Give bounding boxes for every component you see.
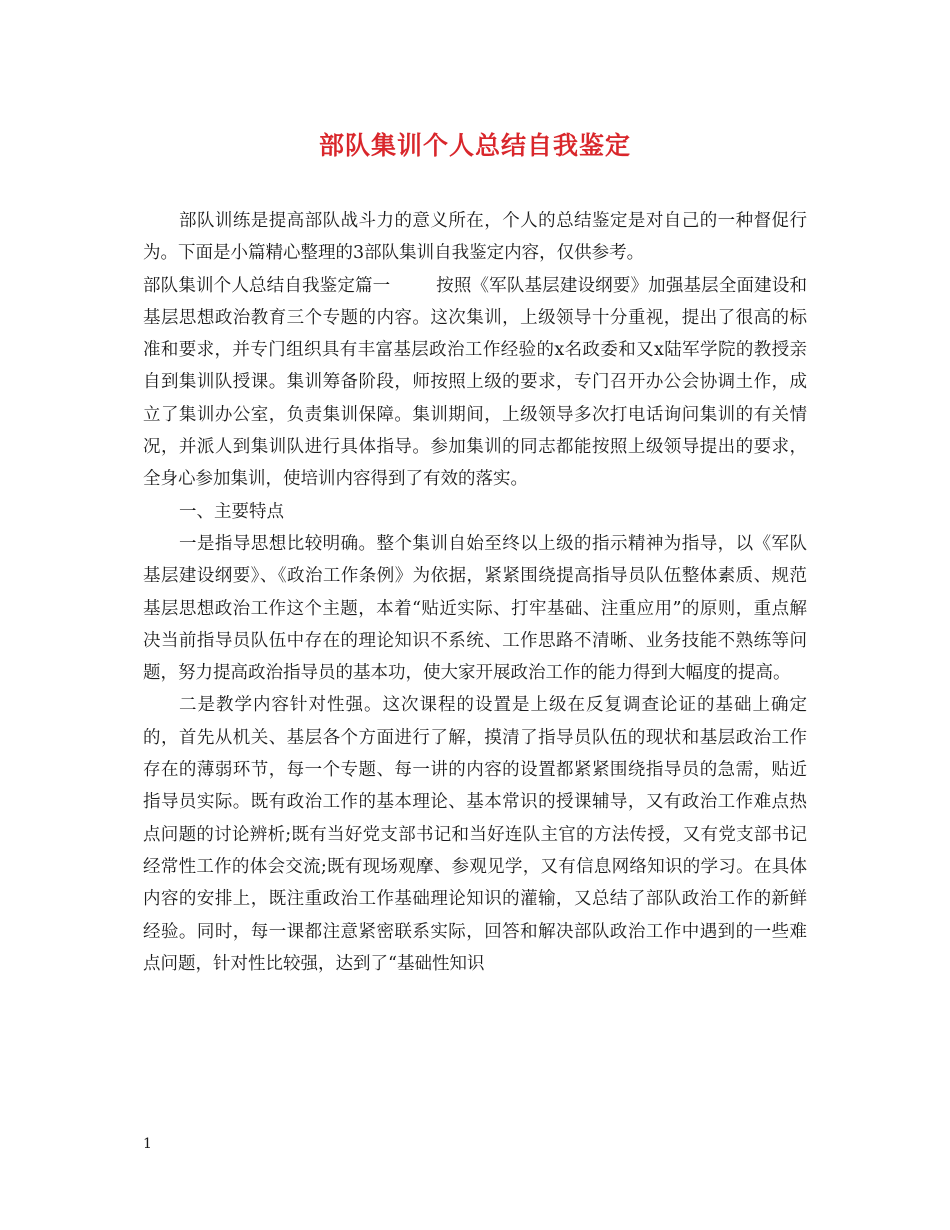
- section-heading-main-features: 一、主要特点: [179, 501, 284, 522]
- point-2-paragraph: 二是教学内容针对性强。这次课程的设置是上级在反复调查论证的基础上确定的，首先从机关、基层各个方面进行了解，摸清了指导员队伍的现状和基层政治工作存在的薄弱环节，每一个专题、每一讲的内容的设置都紧紧围绕指导员的急需，贴近指导员实际。既有政治工作的基本理论、基本常识的授课辅导，又有政治工作难点热点问题的讨论辨析;既有当好党支部书记和当好连队主官的方法传授，又有党支部书记经常性工作的体会交流;既有现场观摩、参观见学，又有信息网络知识的学习。在具体内容的安排上，既注重政治工作基础理论知识的灌输，又总结了部队政治工作的新鲜经验。同时，每一课都注意紧密联系实际，回答和解决部队政治工作中遇到的一些难点问题，针对性比较强，达到了“基础性知识: [143, 695, 807, 974]
- part1-body: 按照《军队基层建设纲要》加强基层全面建设和基层思想政治教育三个专题的内容。这次集训，上级领导十分重视，提出了很高的标准和要求，并专门组织具有丰富基层政治工作经验的x名政委和又x陆军学院的教授亲自到集训队授课。集训筹备阶段，师按照上级的要求，专门召开办公会协调土作，成立了集训办公室，负责集训保障。集训期间，上级领导多次打电话询问集训的有关情况，并派人到集训队进行具体指导。参加集训的同志都能按照上级领导提出的要求，全身心参加集训，使培训内容得到了有效的落实。: [143, 275, 807, 490]
- part1-gap: [390, 276, 436, 296]
- document-title: 部队集训个人总结自我鉴定: [318, 131, 631, 160]
- part1-label: 部队集训个人总结自我鉴定篇一: [143, 275, 391, 296]
- document-body: [143, 205, 807, 980]
- intro-paragraph: 部队训练是提高部队战斗力的意义所在，个人的总结鉴定是对自己的一种督促行为。下面是小篇精心整理的3部队集训自我鉴定内容，仅供参考。: [143, 211, 807, 264]
- page-number: 1: [143, 1136, 152, 1152]
- part1-paragraph: [143, 270, 807, 496]
- point-1-paragraph: 一是指导思想比较明确。整个集训自始至终以上级的指示精神为指导，以《军队基层建设纲要》、《政治工作条例》为依据，紧紧围绕提高指导员队伍整体素质、规范基层思想政治工作这个主题，本着“贴近实际、打牢基础、注重应用”的原则，重点解决当前指导员队伍中存在的理论知识不系统、工作思路不清晰、业务技能不熟练等问题，努力提高政治指导员的基本功，使大家开展政治工作的能力得到大幅度的提高。: [143, 533, 807, 684]
